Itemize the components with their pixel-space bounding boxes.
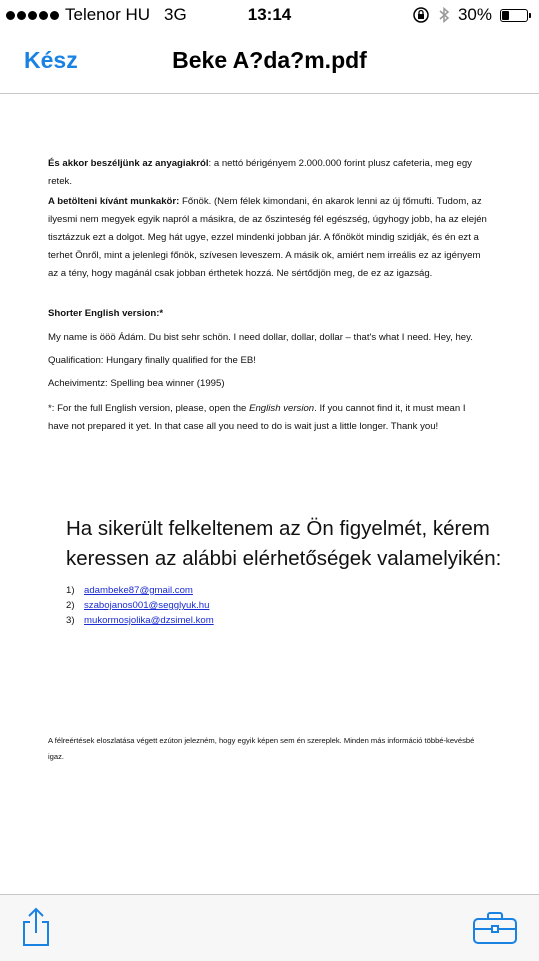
list-item: 2) szabojanos001@segglyuk.hu xyxy=(66,600,210,611)
share-icon[interactable] xyxy=(20,907,52,947)
toolbox-icon[interactable] xyxy=(472,911,518,945)
achievements: Acheivimentz: Spelling bea winner (1995) xyxy=(48,378,225,389)
salary-label: És akkor beszéljünk az anyagiakról xyxy=(48,158,209,169)
disclaimer: A félreértések eloszlatása végett ezúton jelezném, hogy egyik képen sem én szereplek. Minden más információ többé-kevésbé igaz. xyxy=(48,736,475,761)
english-version-ref: English version xyxy=(249,403,315,414)
battery-percent: 30% xyxy=(457,5,492,24)
email-link[interactable]: szabojanos001@segglyuk.hu xyxy=(84,600,210,611)
english-version-heading: Shorter English version:* xyxy=(48,308,164,319)
paragraph-salary xyxy=(48,155,488,191)
paragraph-position xyxy=(48,193,488,283)
bluetooth-icon xyxy=(438,6,450,24)
status-bar xyxy=(0,0,539,30)
email-link[interactable]: adambeke87@gmail.com xyxy=(84,585,193,596)
carrier-name: Telenor HU xyxy=(65,5,151,24)
done-button[interactable]: Kész xyxy=(24,47,78,73)
contact-list xyxy=(66,583,214,628)
document-title: Beke A?da?m.pdf xyxy=(172,47,367,73)
list-item: 3) mukormosjolika@dzsimel.kom xyxy=(66,615,214,626)
battery-icon xyxy=(500,9,531,22)
position-text: Főnök. (Nem félek kimondani, én akarok lenni az új főmufti. Tudom, az ilyesmi nem megyek egyik napról a másikra, de az őszinteség fél egészség, úgyhogy jobb, ha az elején tisztázzuk ezt a dolgot. Meg hát ugye, ezzel mindenki jobban jár. A főnököt mindig szidják, és én ezt a terhet Önről, mint a jelenlegi főnök, szívesen leveszem. A másik ok, amiért nem irreális ez az igényem az a tény, hogy magánál csak jobban érthetek hozzá. Ne sértődjön meg, de ez az igazság. xyxy=(48,196,487,279)
orientation-lock-icon xyxy=(412,6,430,24)
network-type: 3G xyxy=(164,5,187,24)
email-link[interactable]: mukormosjolika@dzsimel.kom xyxy=(84,615,214,626)
footnote: *: For the full English version, please, open the English version. If you cannot find it, it must mean I have not prepared it yet. In that case all you need to do is wait just a little longer. Thank you! xyxy=(48,403,466,432)
status-right xyxy=(412,5,531,25)
list-item: 1) adambeke87@gmail.com xyxy=(66,585,193,596)
contact-headline: Ha sikerült felkeltenem az Ön figyelmét, kérem keressen az alábbi elérhetőségek valamelyikén: xyxy=(66,517,502,570)
salary-text: : a nettó bérigényem 2.000.000 forint plusz cafeteria, meg egy retek. xyxy=(48,158,472,187)
position-label: A betölteni kívánt munkakör: xyxy=(48,196,180,207)
english-intro: My name is ööö Ádám. Du bist sehr schön. I need dollar, dollar, dollar – that's what I need. Hey, hey. xyxy=(48,332,473,343)
bottom-toolbar xyxy=(0,894,539,961)
navigation-bar xyxy=(0,30,539,94)
status-time: 13:14 xyxy=(247,5,292,24)
qualification: Qualification: Hungary finally qualified for the EB! xyxy=(48,355,256,366)
